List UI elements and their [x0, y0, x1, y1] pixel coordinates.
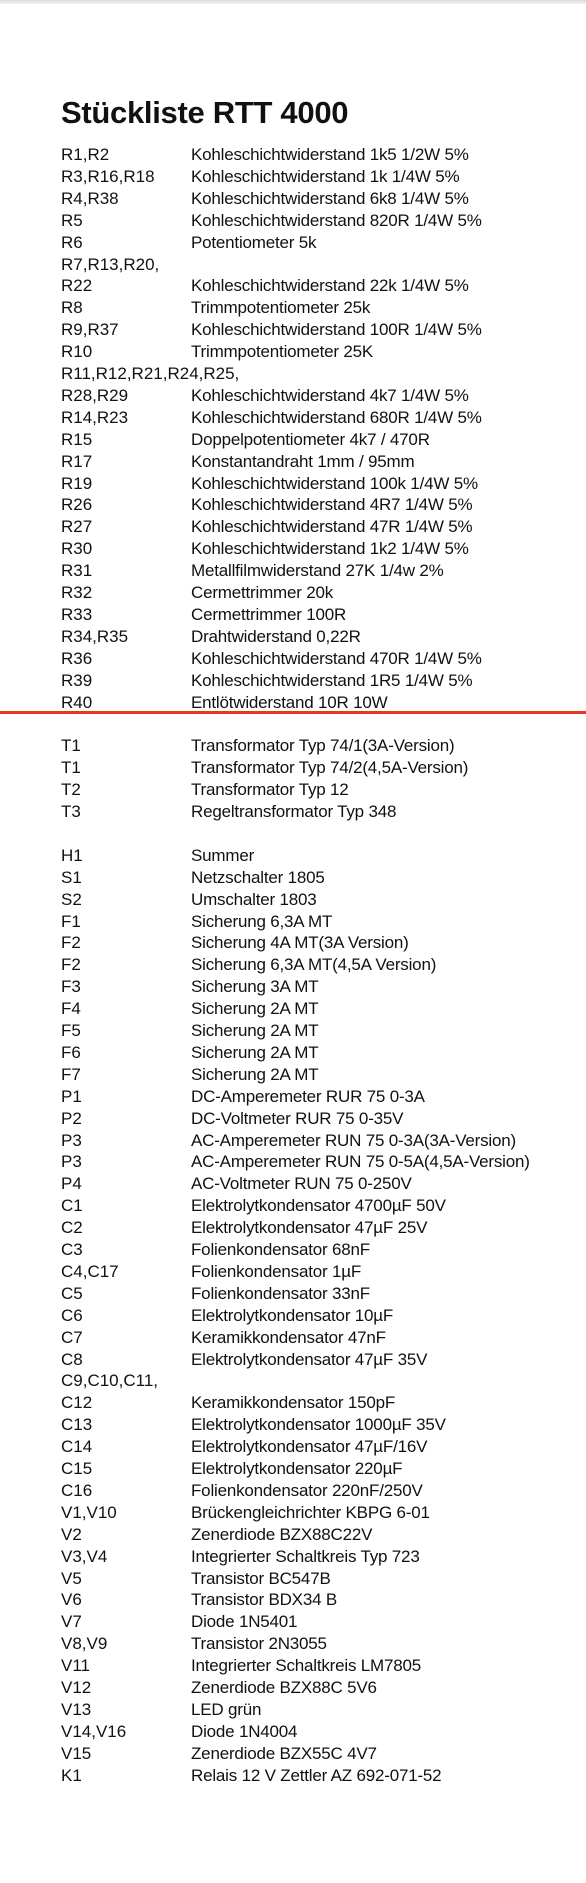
parts-row: [0, 275, 586, 297]
part-description: Umschalter 1803: [191, 889, 317, 909]
part-reference: S2: [61, 889, 82, 909]
parts-row: [0, 626, 586, 648]
part-description: Sicherung 6,3A MT(4,5A Version): [191, 955, 437, 975]
parts-row: [0, 1349, 586, 1371]
part-reference: R15: [61, 429, 93, 449]
part-description: Zenerdiode BZX88C 5V6: [191, 1678, 377, 1697]
part-reference: F7: [61, 1064, 81, 1084]
part-reference: H1: [61, 845, 83, 865]
parts-row: [0, 998, 586, 1020]
part-description: Folienkondensator 220nF/250V: [191, 1480, 423, 1500]
part-reference: C2: [61, 1218, 83, 1238]
part-description: Integrierter Schaltkreis Typ 723: [191, 1546, 420, 1566]
part-reference: T1: [61, 736, 81, 756]
part-reference: V6: [61, 1590, 82, 1610]
part-reference: F5: [61, 1021, 81, 1040]
parts-row: [0, 1524, 586, 1546]
parts-row: [0, 692, 586, 714]
part-description: DC-Voltmeter RUR 75 0-35V: [191, 1108, 404, 1128]
parts-row: [0, 254, 586, 276]
part-description: Kohleschichtwiderstand 4R7 1/4W 5%: [191, 495, 473, 515]
part-description: Transformator Typ 12: [191, 780, 349, 800]
parts-row: [0, 1020, 586, 1042]
part-description: Zenerdiode BZX55C 4V7: [191, 1743, 377, 1763]
part-description: Kohleschichtwiderstand 6k8 1/4W 5%: [191, 188, 469, 208]
part-reference: C8: [61, 1349, 83, 1369]
part-description: Elektrolytkondensator 4700µF 50V: [191, 1196, 446, 1216]
part-reference: C15: [61, 1459, 93, 1478]
parts-row: [0, 735, 586, 757]
parts-row: [0, 407, 586, 429]
part-description: Transistor BC547B: [191, 1568, 331, 1588]
part-reference: P1: [61, 1086, 82, 1106]
part-reference: P4: [61, 1174, 82, 1194]
parts-row: [0, 1633, 586, 1655]
part-description: Folienkondensator 68nF: [191, 1240, 370, 1259]
part-reference: R36: [61, 648, 93, 668]
part-reference: R32: [61, 583, 93, 602]
parts-row: [0, 188, 586, 210]
parts-row: [0, 670, 586, 692]
parts-row: [0, 560, 586, 582]
part-description: Sicherung 2A MT: [191, 1021, 319, 1040]
part-reference: V3,V4: [61, 1546, 108, 1566]
part-description: Cermettrimmer 100R: [191, 604, 347, 624]
parts-row: [0, 473, 586, 495]
parts-row: [0, 451, 586, 473]
parts-row: [0, 1370, 586, 1392]
parts-row: [0, 385, 586, 407]
part-description: LED grün: [191, 1699, 262, 1719]
parts-row: [0, 341, 586, 363]
parts-row: [0, 144, 586, 166]
part-reference: F2: [61, 933, 81, 953]
part-description: Sicherung 2A MT: [191, 1042, 319, 1062]
part-description: Kohleschichtwiderstand 1R5 1/4W 5%: [191, 670, 473, 690]
part-description: Kohleschichtwiderstand 22k 1/4W 5%: [191, 276, 469, 296]
part-reference: V5: [61, 1568, 82, 1588]
part-description: Relais 12 V Zettler AZ 692-071-52: [191, 1765, 442, 1785]
part-description: Kohleschichtwiderstand 1k 1/4W 5%: [191, 166, 460, 186]
parts-row: [0, 801, 586, 823]
part-reference: P3: [61, 1152, 82, 1172]
part-reference: C13: [61, 1415, 93, 1435]
part-description: Elektrolytkondensator 47µF/16V: [191, 1437, 428, 1457]
parts-row: [0, 1546, 586, 1568]
parts-row: [0, 1261, 586, 1283]
part-reference: V7: [61, 1612, 82, 1632]
part-description: Kohleschichtwiderstand 820R 1/4W 5%: [191, 210, 482, 230]
part-description: DC-Amperemeter RUR 75 0-3A: [191, 1086, 425, 1106]
part-reference: F4: [61, 999, 81, 1019]
part-reference: R40: [61, 692, 93, 712]
part-description: Keramikkondensator 47nF: [191, 1327, 386, 1347]
part-reference: R17: [61, 451, 93, 471]
part-description: AC-Amperemeter RUN 75 0-3A(3A-Version): [191, 1130, 516, 1150]
part-reference: R39: [61, 670, 93, 690]
part-reference: C16: [61, 1480, 93, 1500]
part-reference: T1: [61, 758, 81, 778]
parts-row: [0, 1305, 586, 1327]
part-reference: V11: [61, 1656, 90, 1676]
part-reference: V13: [61, 1699, 92, 1719]
parts-row: [0, 932, 586, 954]
part-description: Folienkondensator 33nF: [191, 1283, 370, 1303]
part-description: Kohleschichtwiderstand 4k7 1/4W 5%: [191, 385, 469, 405]
part-description: Kohleschichtwiderstand 1k2 1/4W 5%: [191, 539, 469, 559]
parts-row: [0, 538, 586, 560]
part-reference: V14,V16: [61, 1721, 127, 1741]
parts-row: [0, 1611, 586, 1633]
part-reference: R28,R29: [61, 385, 129, 405]
parts-row: [0, 1765, 586, 1787]
part-reference: C5: [61, 1283, 83, 1303]
part-description: Drahtwiderstand 0,22R: [191, 626, 361, 646]
parts-row: [0, 1108, 586, 1130]
part-description: Sicherung 2A MT: [191, 1064, 319, 1084]
part-description: Transformator Typ 74/1(3A-Version): [191, 736, 455, 756]
part-description: Netzschalter 1805: [191, 867, 325, 887]
part-description: Regeltransformator Typ 348: [191, 802, 397, 821]
part-reference: C9,C10,C11,: [61, 1371, 159, 1391]
parts-row: [0, 1217, 586, 1239]
part-reference: R5: [61, 210, 83, 230]
parts-row: [0, 1677, 586, 1699]
part-reference: C14: [61, 1437, 93, 1457]
document-title: Stückliste RTT 4000: [61, 95, 349, 130]
part-description: AC-Voltmeter RUN 75 0-250V: [191, 1174, 412, 1194]
part-reference: T2: [61, 780, 81, 800]
part-reference: C6: [61, 1305, 83, 1325]
part-description: Sicherung 6,3A MT: [191, 911, 333, 931]
part-reference: F6: [61, 1042, 81, 1062]
part-description: Trimmpotentiometer 25K: [191, 342, 374, 362]
part-reference: S1: [61, 867, 82, 887]
part-reference: R34,R35: [61, 626, 129, 646]
part-description: Elektrolytkondensator 47µF 35V: [191, 1349, 428, 1369]
parts-row: [0, 1064, 586, 1086]
part-description: Sicherung 2A MT: [191, 999, 319, 1019]
part-description: Elektrolytkondensator 220µF: [191, 1459, 403, 1478]
part-description: Keramikkondensator 150pF: [191, 1393, 396, 1413]
part-reference: R31: [61, 561, 93, 581]
parts-row: [0, 1130, 586, 1152]
part-reference: C3: [61, 1240, 83, 1259]
parts-row: [0, 1436, 586, 1458]
parts-row: [0, 1502, 586, 1524]
part-description: Transistor BDX34 B: [191, 1590, 337, 1610]
part-reference: V12: [61, 1678, 92, 1697]
parts-row: [0, 1458, 586, 1480]
parts-row: [0, 1173, 586, 1195]
part-reference: F3: [61, 977, 81, 997]
part-description: Diode 1N4004: [191, 1721, 298, 1741]
part-description: Sicherung 4A MT(3A Version): [191, 933, 409, 953]
parts-row: [0, 1721, 586, 1743]
parts-row: [0, 1151, 586, 1173]
part-reference: R10: [61, 342, 93, 362]
part-reference: R30: [61, 539, 93, 559]
parts-row: [0, 976, 586, 998]
part-description: Transformator Typ 74/2(4,5A-Version): [191, 758, 469, 778]
part-description: Transistor 2N3055: [191, 1634, 327, 1654]
part-reference: R22: [61, 276, 93, 296]
part-description: Kohleschichtwiderstand 470R 1/4W 5%: [191, 648, 482, 668]
part-reference: R7,R13,R20,: [61, 254, 160, 274]
parts-row: [0, 648, 586, 670]
part-description: Integrierter Schaltkreis LM7805: [191, 1656, 422, 1676]
parts-row: [0, 1589, 586, 1611]
part-description: Potentiometer 5k: [191, 232, 317, 252]
parts-row: [0, 845, 586, 867]
parts-row: [0, 1743, 586, 1765]
part-reference: C7: [61, 1327, 83, 1347]
parts-row: [0, 232, 586, 254]
part-reference: R33: [61, 604, 93, 624]
parts-row: [0, 166, 586, 188]
part-reference: C1: [61, 1196, 83, 1216]
part-reference: K1: [61, 1765, 82, 1785]
parts-row: [0, 604, 586, 626]
part-description: Kohleschichtwiderstand 1k5 1/2W 5%: [191, 145, 469, 164]
parts-row: [0, 1195, 586, 1217]
part-description: Doppelpotentiometer 4k7 / 470R: [191, 429, 430, 449]
part-description: Trimmpotentiometer 25k: [191, 298, 371, 318]
part-reference: R1,R2: [61, 145, 110, 164]
part-description: Diode 1N5401: [191, 1612, 298, 1632]
parts-row: [0, 319, 586, 341]
parts-row: [0, 757, 586, 779]
parts-row: [0, 297, 586, 319]
parts-row: [0, 1086, 586, 1108]
part-reference: R26: [61, 495, 93, 515]
parts-row: [0, 363, 586, 385]
parts-row: [0, 779, 586, 801]
part-description: Elektrolytkondensator 10µF: [191, 1305, 394, 1325]
part-reference: F1: [61, 911, 81, 931]
parts-row: [0, 494, 586, 516]
part-reference: R8: [61, 298, 83, 318]
part-reference: R11,R12,R21,R24,R25,: [61, 364, 240, 383]
part-description: Entlötwiderstand 10R 10W: [191, 692, 388, 712]
parts-row: [0, 1414, 586, 1436]
part-description: Folienkondensator 1µF: [191, 1261, 362, 1281]
parts-row: [0, 1568, 586, 1590]
part-description: Elektrolytkondensator 1000µF 35V: [191, 1415, 446, 1435]
part-reference: R19: [61, 473, 93, 493]
part-reference: V2: [61, 1524, 82, 1544]
parts-row: [0, 516, 586, 538]
part-reference: R4,R38: [61, 188, 119, 208]
part-reference: R6: [61, 232, 83, 252]
part-reference: P2: [61, 1108, 82, 1128]
part-description: Konstantandraht 1mm / 95mm: [191, 451, 415, 471]
parts-row: [0, 1699, 586, 1721]
parts-row: [0, 954, 586, 976]
parts-row: [0, 582, 586, 604]
part-reference: P3: [61, 1130, 82, 1150]
parts-row: [0, 429, 586, 451]
part-description: Sicherung 3A MT: [191, 977, 319, 997]
part-reference: R9,R37: [61, 320, 119, 340]
part-reference: R14,R23: [61, 407, 129, 427]
part-description: Cermettrimmer 20k: [191, 583, 334, 602]
parts-row: [0, 1392, 586, 1414]
part-reference: F2: [61, 955, 81, 975]
part-description: Elektrolytkondensator 47µF 25V: [191, 1218, 428, 1238]
parts-row: [0, 210, 586, 232]
part-description: Kohleschichtwiderstand 100k 1/4W 5%: [191, 473, 478, 493]
part-description: Kohleschichtwiderstand 680R 1/4W 5%: [191, 407, 482, 427]
parts-row: [0, 867, 586, 889]
part-reference: C12: [61, 1393, 93, 1413]
part-description: Brückengleichrichter KBPG 6-01: [191, 1502, 430, 1522]
part-reference: T3: [61, 802, 81, 821]
part-reference: R27: [61, 517, 93, 537]
part-description: Metallfilmwiderstand 27K 1/4w 2%: [191, 561, 444, 581]
parts-row: [0, 911, 586, 933]
part-description: AC-Amperemeter RUN 75 0-5A(4,5A-Version): [191, 1152, 530, 1172]
parts-row: [0, 889, 586, 911]
part-reference: V15: [61, 1743, 92, 1763]
part-reference: C4,C17: [61, 1261, 119, 1281]
part-reference: R3,R16,R18: [61, 166, 155, 186]
part-description: Kohleschichtwiderstand 100R 1/4W 5%: [191, 320, 482, 340]
part-reference: V8,V9: [61, 1634, 108, 1654]
parts-row: [0, 1327, 586, 1349]
part-reference: V1,V10: [61, 1502, 117, 1522]
part-description: Kohleschichtwiderstand 47R 1/4W 5%: [191, 517, 473, 537]
parts-row: [0, 1283, 586, 1305]
parts-row: [0, 1239, 586, 1261]
part-description: Summer: [191, 845, 255, 865]
parts-row: [0, 1655, 586, 1677]
parts-row: [0, 1480, 586, 1502]
part-description: Zenerdiode BZX88C22V: [191, 1524, 373, 1544]
parts-row: [0, 1042, 586, 1064]
